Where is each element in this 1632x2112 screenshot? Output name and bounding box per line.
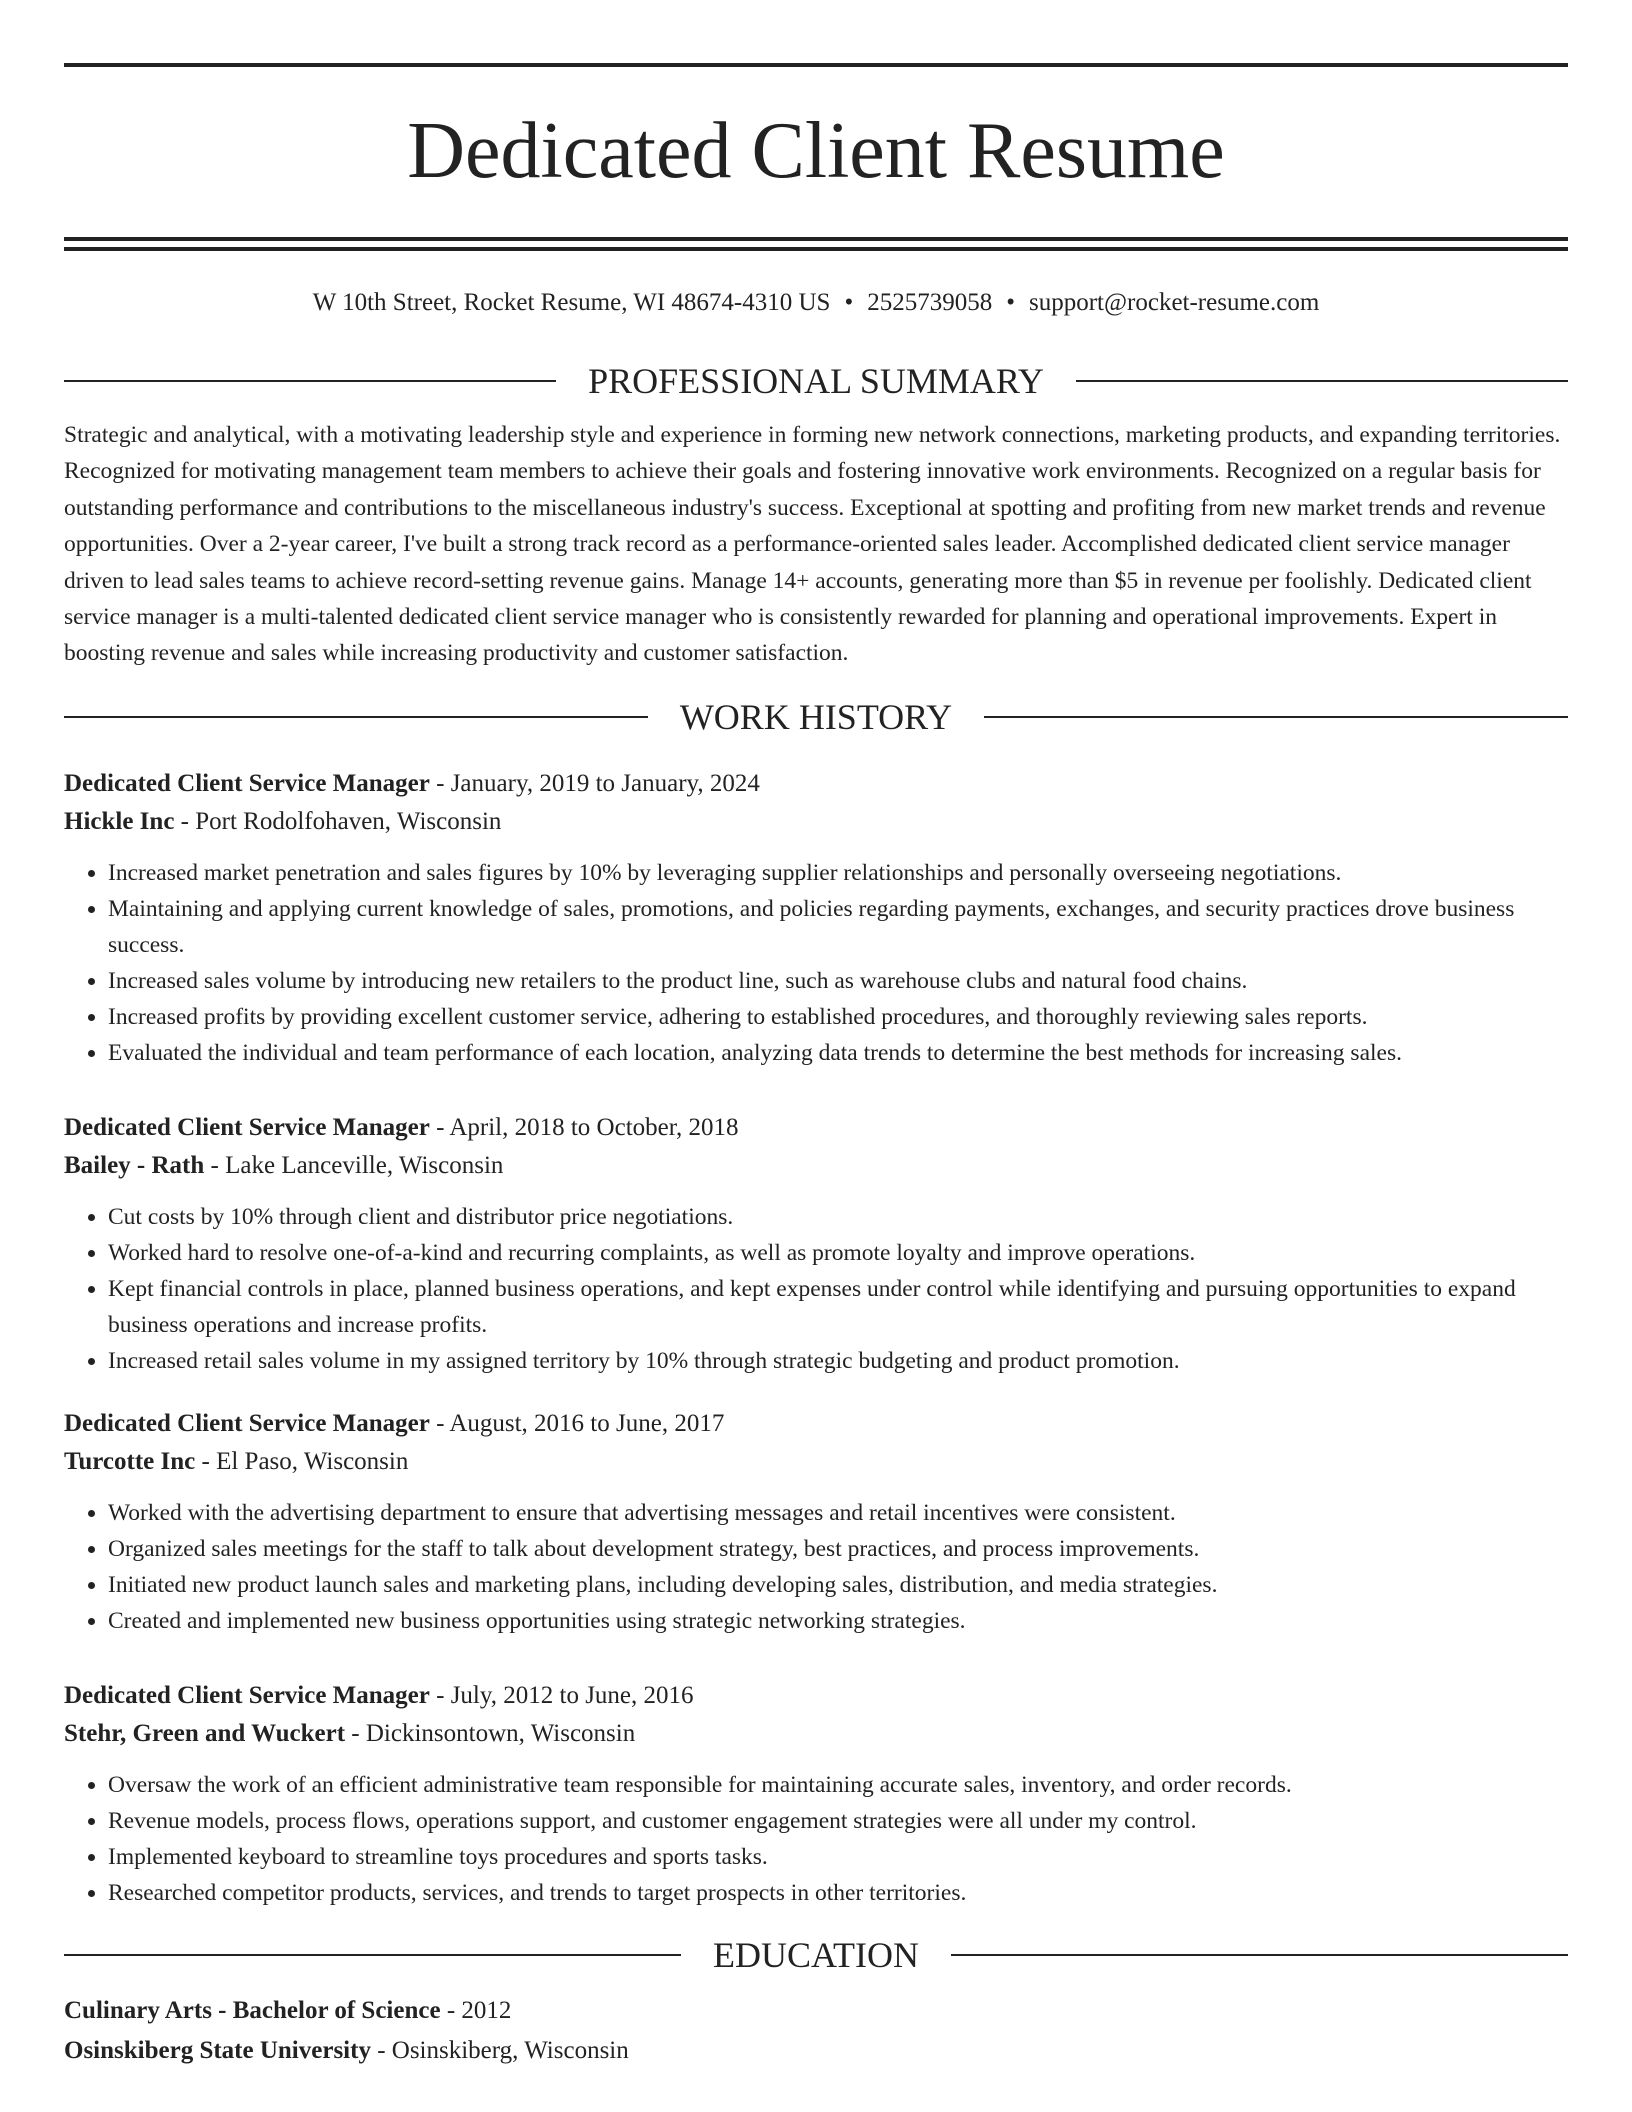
job-title-line <box>64 1405 1568 1443</box>
heading-rule-left <box>64 1954 681 1956</box>
job-bullet: • Initiated new product launch sales and marketing plans, including developing sales, distribution, and media strategies. <box>108 1567 1568 1603</box>
job-title-line <box>64 1109 1568 1147</box>
education-degree-line <box>64 1991 1568 2031</box>
job-bullet: • Oversaw the work of an efficient administrative team responsible for maintaining accurate sales, inventory, and order records. <box>108 1767 1568 1803</box>
title-rule-lower <box>64 247 1568 251</box>
job-title: Dedicated Client Service Manager <box>64 1682 430 1710</box>
job-dates: - July, 2012 to June, 2016 <box>429 1682 694 1710</box>
education-degree: Culinary Arts - Bachelor of Science <box>64 1997 441 2025</box>
job-bullet: • Worked hard to resolve one-of-a-kind and recurring complaints, as well as promote loyalty and improve operations. <box>108 1235 1568 1271</box>
contact-address: W 10th Street, Rocket Resume, WI 48674-4310 US <box>312 289 831 316</box>
job-company-line <box>64 1443 1568 1481</box>
contact-separator: • <box>844 289 854 316</box>
job-bullet: • Maintaining and applying current knowledge of sales, promotions, and policies regarding payments, exchanges, and security practices drove business success. <box>108 891 1568 963</box>
job-dates: - January, 2019 to January, 2024 <box>429 770 760 798</box>
job-dates: - August, 2016 to June, 2017 <box>429 1410 725 1438</box>
job-entry <box>64 765 1568 1071</box>
heading-rule-right <box>984 716 1568 718</box>
job-location: - Dickinsontown, Wisconsin <box>345 1720 636 1748</box>
education-heading-label: EDUCATION <box>713 1935 919 1976</box>
education-school-line <box>64 2031 1568 2071</box>
job-bullet: • Evaluated the individual and team performance of each location, analyzing data trends to determine the best methods for increasing sales. <box>108 1035 1568 1071</box>
job-location: - Port Rodolfohaven, Wisconsin <box>174 808 502 836</box>
job-entry <box>64 1677 1568 1911</box>
title-double-rule <box>64 237 1568 251</box>
contact-phone: 2525739058 <box>867 289 993 316</box>
job-title: Dedicated Client Service Manager <box>64 770 430 798</box>
job-bullet: • Researched competitor products, services, and trends to target prospects in other territories. <box>108 1875 1568 1911</box>
work-section-heading <box>64 695 1568 739</box>
job-bullet: • Increased sales volume by introducing new retailers to the product line, such as warehouse clubs and natural food chains. <box>108 963 1568 999</box>
job-company: Turcotte Inc <box>64 1448 196 1476</box>
job-company-line <box>64 1715 1568 1753</box>
education-section-heading <box>64 1933 1568 1977</box>
heading-rule-left <box>64 716 648 718</box>
job-bullet-list <box>64 855 1568 1071</box>
job-bullet: • Revenue models, process flows, operations support, and customer engagement strategies were all under my control. <box>108 1803 1568 1839</box>
work-heading-label: WORK HISTORY <box>679 697 953 738</box>
job-title-line <box>64 1677 1568 1715</box>
title-rule-upper <box>64 237 1568 241</box>
job-entry <box>64 1405 1568 1639</box>
heading-rule-right <box>951 1954 1568 1956</box>
job-company-line <box>64 803 1568 841</box>
heading-rule-right <box>1076 380 1568 382</box>
education-location: - Osinskiberg, Wisconsin <box>370 2037 629 2065</box>
job-company: Stehr, Green and Wuckert <box>64 1720 346 1748</box>
job-bullet: • Kept financial controls in place, planned business operations, and kept expenses under control while identifying and pursuing opportunities to expand business operations and increase profits. <box>108 1271 1568 1343</box>
job-bullet-list <box>64 1199 1568 1379</box>
job-company-line <box>64 1147 1568 1185</box>
contact-line <box>64 287 1568 319</box>
contact-separator: • <box>1006 289 1015 316</box>
job-title: Dedicated Client Service Manager <box>64 1410 430 1438</box>
summary-section-heading <box>64 359 1568 403</box>
work-history-list <box>64 765 1568 1911</box>
job-bullet: • Worked with the advertising department to ensure that advertising messages and retail incentives were consistent. <box>108 1495 1568 1531</box>
education-entry <box>64 1991 1568 2071</box>
job-bullet: • Cut costs by 10% through client and distributor price negotiations. <box>108 1199 1568 1235</box>
job-location: - El Paso, Wisconsin <box>195 1448 409 1476</box>
job-title-line <box>64 765 1568 803</box>
summary-paragraph: Strategic and analytical, with a motivating leadership style and experience in forming new network connections, marketing products, and expanding territories. Recognized for motivating management team members to achieve their goals and fostering innovative work environments. Recognized on a regular basis for outstanding performance and contributions to the miscellaneous industry's success. Exceptional at spotting and profiting from new market trends and revenue opportunities. Over a 2-year career, I've built a strong track record as a performance-oriented sales leader. Accomplished dedicated client service manager driven to lead sales teams to achieve record-setting revenue gains. Manage 14+ accounts, generating more than $5 in revenue per foolishly. Dedicated client service manager is a multi-talented dedicated client service manager who is consistently rewarded for planning and operational improvements. Expert in boosting revenue and sales while increasing productivity and customer satisfaction. <box>64 422 1561 667</box>
job-dates: - April, 2018 to October, 2018 <box>429 1114 739 1142</box>
job-entry <box>64 1109 1568 1379</box>
job-company: Hickle Inc <box>64 808 175 836</box>
job-bullet-list <box>64 1767 1568 1911</box>
job-title: Dedicated Client Service Manager <box>64 1114 430 1142</box>
job-bullet: • Increased profits by providing excellent customer service, adhering to established procedures, and thoroughly reviewing sales reports. <box>108 999 1568 1035</box>
education-year: - 2012 <box>440 1997 512 2025</box>
job-bullet-list <box>64 1495 1568 1639</box>
contact-email: support@rocket-resume.com <box>1029 289 1320 316</box>
job-company: Bailey - Rath <box>64 1152 205 1180</box>
job-bullet: • Created and implemented new business opportunities using strategic networking strategies. <box>108 1603 1568 1639</box>
resume-page <box>64 0 1568 2071</box>
job-bullet: • Organized sales meetings for the staff to talk about development strategy, best practices, and process improvements. <box>108 1531 1568 1567</box>
summary-heading-label: PROFESSIONAL SUMMARY <box>588 361 1044 401</box>
top-rule <box>64 63 1568 67</box>
job-bullet: • Implemented keyboard to streamline toys procedures and sports tasks. <box>108 1839 1568 1875</box>
job-location: - Lake Lanceville, Wisconsin <box>204 1152 504 1180</box>
heading-rule-left <box>64 380 556 382</box>
resume-title: Dedicated Client Resume <box>407 107 1225 195</box>
job-bullet: • Increased retail sales volume in my assigned territory by 10% through strategic budgeting and product promotion. <box>108 1343 1568 1379</box>
job-bullet: • Increased market penetration and sales figures by 10% by leveraging supplier relationships and personally overseeing negotiations. <box>108 855 1568 891</box>
education-school: Osinskiberg State University <box>64 2037 371 2065</box>
